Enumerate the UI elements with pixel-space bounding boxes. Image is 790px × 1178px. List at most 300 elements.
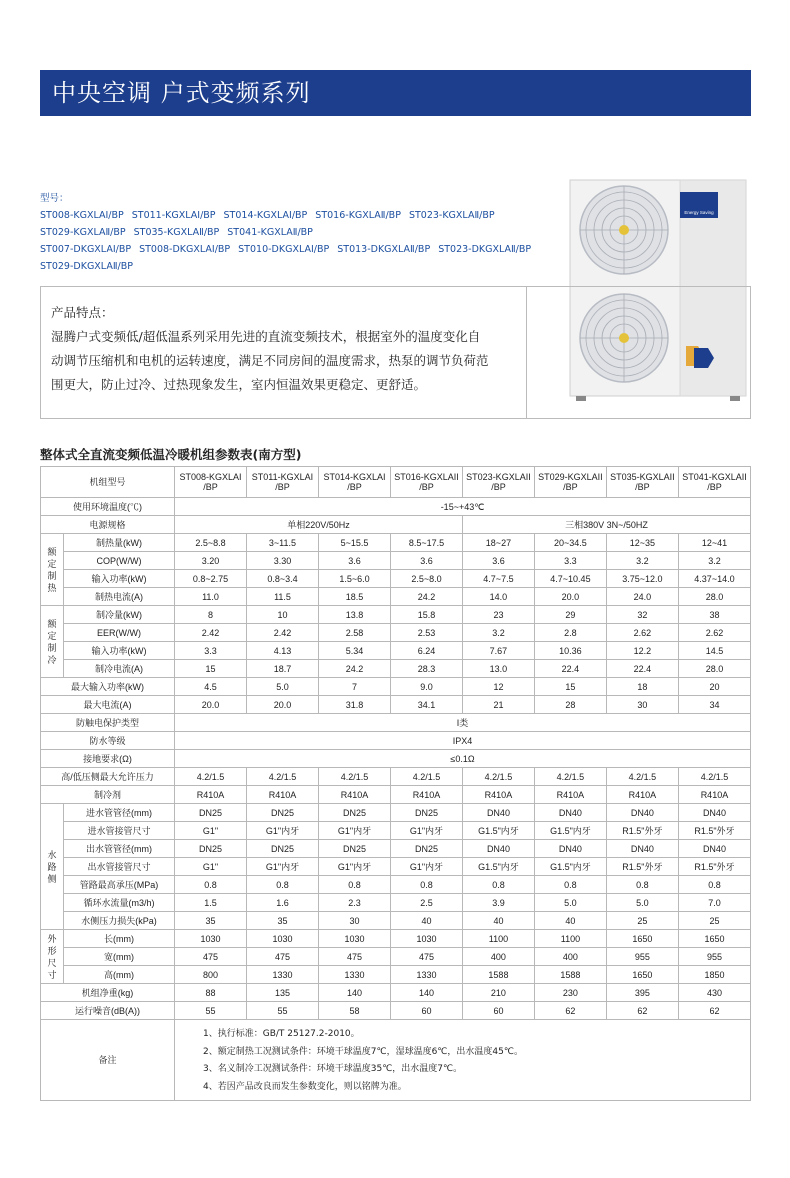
model-list — [40, 190, 560, 275]
value-cell: 4.2/1.5 — [534, 768, 606, 786]
table-row — [41, 467, 751, 498]
value-cell: 0.8 — [318, 876, 390, 894]
features-image-frame — [527, 286, 751, 419]
model-row — [40, 224, 560, 241]
value-cell: G1"内牙 — [318, 858, 390, 876]
value-cell: 1650 — [606, 930, 678, 948]
table-row — [41, 858, 751, 876]
value-cell: 1650 — [678, 930, 750, 948]
value-cell: 34 — [678, 696, 750, 714]
model-column-header — [678, 467, 750, 498]
group-label — [41, 534, 64, 606]
value-cell: 62 — [678, 1002, 750, 1020]
model-row — [40, 241, 560, 258]
value-cell: 23 — [462, 606, 534, 624]
value-cell: 14.5 — [678, 642, 750, 660]
value-cell: 24.0 — [606, 588, 678, 606]
value-cell: 210 — [462, 984, 534, 1002]
value-cell: 1100 — [534, 930, 606, 948]
product-features-box — [40, 286, 527, 419]
note-line: 1、执行标准：GB/T 25127.2-2010。 — [203, 1029, 360, 1039]
value-cell: 5~15.5 — [318, 534, 390, 552]
value-cell: 88 — [175, 984, 247, 1002]
model-code: ST041-KGXLAⅡ/BP — [227, 227, 313, 238]
value-cell: 475 — [175, 948, 247, 966]
row-label: 管路最高承压(MPa) — [64, 876, 175, 894]
row-label: 进水管管径(mm) — [64, 804, 175, 822]
row-label: 高(mm) — [64, 966, 175, 984]
row-label: 输入功率(kW) — [64, 642, 175, 660]
table-row — [41, 948, 751, 966]
value-cell: DN25 — [175, 840, 247, 858]
value-cell: 11.5 — [247, 588, 319, 606]
value-cell: 1588 — [462, 966, 534, 984]
table-row — [41, 732, 751, 750]
spec-table-title: 整体式全直流变频低温冷暖机组参数表(南方型) — [40, 447, 302, 462]
value-cell: DN25 — [247, 804, 319, 822]
model-code: ST014-KGXLAⅠ/BP — [223, 210, 308, 221]
value-cell: 20.0 — [534, 588, 606, 606]
model-column-label: ST023-KGXLAII /BP — [466, 472, 531, 492]
value-cell: R410A — [462, 786, 534, 804]
value-cell: 1.5 — [175, 894, 247, 912]
model-column-header — [606, 467, 678, 498]
page-title: 中央空调 户式变频系列 — [40, 70, 751, 116]
value-cell: 1030 — [175, 930, 247, 948]
value-cell: 4.2/1.5 — [318, 768, 390, 786]
model-code: ST013-DKGXLAⅡ/BP — [337, 244, 431, 255]
table-row — [41, 804, 751, 822]
value-cell: 55 — [175, 1002, 247, 1020]
value-cell: 1850 — [678, 966, 750, 984]
table-row — [41, 624, 751, 642]
spec-table — [40, 466, 751, 1101]
group-label-text: 水路侧 — [47, 849, 57, 884]
table-row — [41, 876, 751, 894]
value-cell: 40 — [462, 912, 534, 930]
row-label: 水侧压力损失(kPa) — [64, 912, 175, 930]
value-cell: DN40 — [606, 804, 678, 822]
model-code: ST010-DKGXLAⅠ/BP — [238, 244, 330, 255]
brand-label-text: Energy Saving — [684, 210, 714, 215]
value-cell: 1030 — [390, 930, 462, 948]
row-label: 机组净重(kg) — [41, 984, 175, 1002]
table-row — [41, 930, 751, 948]
table-row — [41, 894, 751, 912]
value-cell: G1.5"内牙 — [462, 858, 534, 876]
value-cell: 31.8 — [318, 696, 390, 714]
value-cell: DN40 — [678, 804, 750, 822]
value-cell: R410A — [175, 786, 247, 804]
value-cell: 2.62 — [606, 624, 678, 642]
value-cell: 6.24 — [390, 642, 462, 660]
value-cell: 28 — [534, 696, 606, 714]
model-column-label: ST029-KGXLAII /BP — [538, 472, 603, 492]
value-cell: 20~34.5 — [534, 534, 606, 552]
value-cell: 4.7~7.5 — [462, 570, 534, 588]
value-cell: 0.8 — [534, 876, 606, 894]
value-cell: 0.8 — [390, 876, 462, 894]
row-label: 制热量(kW) — [64, 534, 175, 552]
model-code: ST029-DKGXLAⅡ/BP — [40, 261, 133, 272]
value-cell: DN25 — [390, 804, 462, 822]
value-cell: 40 — [390, 912, 462, 930]
value-cell: 12.2 — [606, 642, 678, 660]
model-code: ST035-KGXLAⅡ/BP — [133, 227, 220, 238]
value-cell: 1.5~6.0 — [318, 570, 390, 588]
table-row — [41, 822, 751, 840]
table-row — [41, 912, 751, 930]
row-label: 制冷量(kW) — [64, 606, 175, 624]
value-cell: 2.42 — [247, 624, 319, 642]
value-cell: 475 — [318, 948, 390, 966]
table-row — [41, 642, 751, 660]
row-label: 电源规格 — [41, 516, 175, 534]
value-cell: 7.0 — [678, 894, 750, 912]
value-cell: 10.36 — [534, 642, 606, 660]
value-cell: 2.62 — [678, 624, 750, 642]
value-cell: G1"内牙 — [390, 822, 462, 840]
value-cell: 4.2/1.5 — [175, 768, 247, 786]
value-cell: 15 — [175, 660, 247, 678]
row-label: 出水管接管尺寸 — [64, 858, 175, 876]
value-cell: 4.2/1.5 — [462, 768, 534, 786]
value-cell: 0.8 — [678, 876, 750, 894]
value-cell: DN40 — [462, 804, 534, 822]
table-row — [41, 750, 751, 768]
value-cell: 3.6 — [390, 552, 462, 570]
value-cell: 4.13 — [247, 642, 319, 660]
row-label: 制冷剂 — [41, 786, 175, 804]
row-label: 高/低压侧最大允许压力 — [41, 768, 175, 786]
value-cell: 2.5~8.8 — [175, 534, 247, 552]
value-cell: R410A — [534, 786, 606, 804]
value-cell: 0.8 — [175, 876, 247, 894]
value-cell: R410A — [318, 786, 390, 804]
notes-label: 备注 — [41, 1020, 175, 1101]
value-cell: 4.2/1.5 — [247, 768, 319, 786]
value-cell: 0.8 — [462, 876, 534, 894]
value-cell: 28.0 — [678, 588, 750, 606]
value-cell: 3.2 — [606, 552, 678, 570]
note-line: 2、额定制热工况测试条件：环境干球温度7℃，湿球温度6℃，出水温度45℃。 — [203, 1046, 523, 1057]
value-cell: 7.67 — [462, 642, 534, 660]
value-cell: 12~35 — [606, 534, 678, 552]
value-cell: 12~41 — [678, 534, 750, 552]
value-cell: R1.5"外牙 — [606, 858, 678, 876]
value-cell: 3.2 — [678, 552, 750, 570]
table-row — [41, 552, 751, 570]
value-cell: 5.0 — [247, 678, 319, 696]
value-cell: 18~27 — [462, 534, 534, 552]
value-cell: 38 — [678, 606, 750, 624]
value-cell: R410A — [247, 786, 319, 804]
value-cell: 12 — [462, 678, 534, 696]
row-label: 出水管管径(mm) — [64, 840, 175, 858]
row-label: 循环水流量(m3/h) — [64, 894, 175, 912]
value-cell: 3.6 — [462, 552, 534, 570]
value-cell: DN40 — [678, 840, 750, 858]
value-cell: 14.0 — [462, 588, 534, 606]
table-row — [41, 840, 751, 858]
value-cell: 475 — [390, 948, 462, 966]
model-column-label: ST008-KGXLAI /BP — [179, 472, 242, 492]
value-cell: 13.0 — [462, 660, 534, 678]
value-cell: 955 — [678, 948, 750, 966]
value-cell: 22.4 — [534, 660, 606, 678]
value-cell: G1"内牙 — [247, 858, 319, 876]
value-cell: 2.5~8.0 — [390, 570, 462, 588]
row-label: 接地要求(Ω) — [41, 750, 175, 768]
value-cell: 25 — [606, 912, 678, 930]
value-cell: 1.6 — [247, 894, 319, 912]
value-cell: 1030 — [247, 930, 319, 948]
note-line: 4、若因产品改良而发生参数变化，则以铭牌为准。 — [203, 1081, 407, 1092]
value-cell: 4.2/1.5 — [606, 768, 678, 786]
merged-value: I类 — [175, 714, 751, 732]
model-column-header — [390, 467, 462, 498]
row-label: 最大电流(A) — [41, 696, 175, 714]
value-cell: 230 — [534, 984, 606, 1002]
value-cell: R410A — [606, 786, 678, 804]
row-label: 进水管接管尺寸 — [64, 822, 175, 840]
value-cell: 2.53 — [390, 624, 462, 642]
group-label — [41, 930, 64, 984]
model-column-label: ST011-KGXLAI /BP — [251, 472, 314, 492]
model-column-header — [534, 467, 606, 498]
row-label: 宽(mm) — [64, 948, 175, 966]
table-row — [41, 588, 751, 606]
value-cell: 55 — [247, 1002, 319, 1020]
value-cell: 2.8 — [534, 624, 606, 642]
group-label — [41, 606, 64, 678]
value-cell: 0.8~2.75 — [175, 570, 247, 588]
features-line: 湿腾户式变频低/超低温系列采用先进的直流变频技术，根据室外的温度变化自 — [51, 329, 481, 344]
model-column-header — [175, 467, 247, 498]
table-row — [41, 1020, 751, 1101]
value-cell: DN40 — [462, 840, 534, 858]
value-cell: 20.0 — [247, 696, 319, 714]
model-column-label: ST035-KGXLAII /BP — [610, 472, 675, 492]
model-code: ST023-KGXLAⅡ/BP — [408, 210, 495, 221]
row-label: 制冷电流(A) — [64, 660, 175, 678]
model-column-header — [462, 467, 534, 498]
model-column-header — [247, 467, 319, 498]
value-cell: 30 — [606, 696, 678, 714]
value-cell: 1588 — [534, 966, 606, 984]
value-cell: 1330 — [247, 966, 319, 984]
value-cell: G1" — [175, 858, 247, 876]
model-row — [40, 207, 560, 224]
merged-value: IPX4 — [175, 732, 751, 750]
value-cell: 955 — [606, 948, 678, 966]
features-title: 产品特点： — [51, 305, 114, 320]
value-cell: 30 — [318, 912, 390, 930]
value-cell: 11.0 — [175, 588, 247, 606]
value-cell: 0.8~3.4 — [247, 570, 319, 588]
row-label: 防水等级 — [41, 732, 175, 750]
value-cell: R410A — [678, 786, 750, 804]
value-cell: 28.3 — [390, 660, 462, 678]
group-label-text: 额定制热 — [47, 546, 57, 593]
value-cell: 10 — [247, 606, 319, 624]
merged-value: ≤0.1Ω — [175, 750, 751, 768]
value-cell: 3.75~12.0 — [606, 570, 678, 588]
value-cell: G1"内牙 — [390, 858, 462, 876]
upper-fan-icon — [580, 186, 668, 274]
notes-cell — [175, 1020, 751, 1101]
value-cell: 3.3 — [175, 642, 247, 660]
row-label: COP(W/W) — [64, 552, 175, 570]
value-cell: 140 — [318, 984, 390, 1002]
value-cell: DN25 — [390, 840, 462, 858]
value-cell: 2.3 — [318, 894, 390, 912]
value-cell: 1330 — [390, 966, 462, 984]
value-cell: 18 — [606, 678, 678, 696]
value-cell: 475 — [247, 948, 319, 966]
value-cell: 18.5 — [318, 588, 390, 606]
value-cell: 8.5~17.5 — [390, 534, 462, 552]
table-row — [41, 768, 751, 786]
model-code: ST008-KGXLAⅠ/BP — [40, 210, 124, 221]
value-cell: 395 — [606, 984, 678, 1002]
value-cell: 34.1 — [390, 696, 462, 714]
value-cell: 4.2/1.5 — [390, 768, 462, 786]
value-cell: 40 — [534, 912, 606, 930]
model-list-label: 型号： — [40, 193, 69, 204]
value-cell: 3.9 — [462, 894, 534, 912]
value-cell: 430 — [678, 984, 750, 1002]
value-cell: 5.0 — [534, 894, 606, 912]
value-cell: 35 — [175, 912, 247, 930]
model-code: ST023-DKGXLAⅡ/BP — [438, 244, 532, 255]
value-cell: G1"内牙 — [318, 822, 390, 840]
model-code: ST008-DKGXLAⅠ/BP — [139, 244, 231, 255]
value-cell: R410A — [390, 786, 462, 804]
merged-value: 单相220V/50Hz — [175, 516, 463, 534]
value-cell: 18.7 — [247, 660, 319, 678]
value-cell: 9.0 — [390, 678, 462, 696]
value-cell: 0.8 — [247, 876, 319, 894]
table-row — [41, 786, 751, 804]
value-cell: R1.5"外牙 — [606, 822, 678, 840]
value-cell: 29 — [534, 606, 606, 624]
merged-value: -15~+43℃ — [175, 498, 751, 516]
value-cell: 28.0 — [678, 660, 750, 678]
value-cell: G1.5"内牙 — [534, 858, 606, 876]
value-cell: 62 — [534, 1002, 606, 1020]
value-cell: 8 — [175, 606, 247, 624]
table-row — [41, 660, 751, 678]
value-cell: 20.0 — [175, 696, 247, 714]
row-label: 制热电流(A) — [64, 588, 175, 606]
value-cell: 13.8 — [318, 606, 390, 624]
group-label-text: 额定制冷 — [47, 618, 57, 665]
value-cell: 0.8 — [606, 876, 678, 894]
value-cell: DN25 — [318, 840, 390, 858]
value-cell: 4.7~10.45 — [534, 570, 606, 588]
model-code: ST011-KGXLAⅠ/BP — [131, 210, 216, 221]
note-line: 3、名义制冷工况测试条件：环境干球温度35℃，出水温度7℃。 — [203, 1064, 463, 1074]
value-cell: 35 — [247, 912, 319, 930]
value-cell: 24.2 — [318, 660, 390, 678]
merged-value: 三相380V 3N~/50HZ — [462, 516, 750, 534]
table-row — [41, 606, 751, 624]
group-label — [41, 804, 64, 930]
value-cell: 4.2/1.5 — [678, 768, 750, 786]
value-cell: 800 — [175, 966, 247, 984]
value-cell: 24.2 — [390, 588, 462, 606]
value-cell: R1.5"外牙 — [678, 858, 750, 876]
value-cell: 140 — [390, 984, 462, 1002]
value-cell: 3.2 — [462, 624, 534, 642]
model-code: ST029-KGXLAⅡ/BP — [40, 227, 126, 238]
features-line: 围更大，防止过冷、过热现象发生，室内恒温效果更稳定、更舒适。 — [51, 377, 427, 392]
value-cell: 5.0 — [606, 894, 678, 912]
row-label: 输入功率(kW) — [64, 570, 175, 588]
table-row — [41, 1002, 751, 1020]
table-row — [41, 534, 751, 552]
value-cell: 400 — [462, 948, 534, 966]
value-cell: 62 — [606, 1002, 678, 1020]
value-cell: G1" — [175, 822, 247, 840]
row-label: EER(W/W) — [64, 624, 175, 642]
value-cell: 400 — [534, 948, 606, 966]
table-row — [41, 678, 751, 696]
row-label: 长(mm) — [64, 930, 175, 948]
value-cell: 58 — [318, 1002, 390, 1020]
value-cell: R1.5"外牙 — [678, 822, 750, 840]
model-column-label: ST041-KGXLAII /BP — [682, 472, 747, 492]
value-cell: 15 — [534, 678, 606, 696]
row-label: 运行噪音(dB(A)) — [41, 1002, 175, 1020]
value-cell: 1100 — [462, 930, 534, 948]
row-label: 最大输入功率(kW) — [41, 678, 175, 696]
value-cell: 60 — [462, 1002, 534, 1020]
row-label: 防触电保护类型 — [41, 714, 175, 732]
model-header-cell: 机组型号 — [41, 467, 175, 498]
model-column-label: ST016-KGXLAII /BP — [394, 472, 459, 492]
table-row — [41, 498, 751, 516]
value-cell: 4.5 — [175, 678, 247, 696]
table-row — [41, 984, 751, 1002]
value-cell: 3.6 — [318, 552, 390, 570]
value-cell: 25 — [678, 912, 750, 930]
value-cell: DN40 — [534, 804, 606, 822]
value-cell: G1.5"内牙 — [462, 822, 534, 840]
value-cell: 1650 — [606, 966, 678, 984]
value-cell: 1030 — [318, 930, 390, 948]
model-code: ST016-KGXLAⅡ/BP — [315, 210, 401, 221]
value-cell: 32 — [606, 606, 678, 624]
value-cell: 3.30 — [247, 552, 319, 570]
value-cell: G1"内牙 — [247, 822, 319, 840]
value-cell: 2.58 — [318, 624, 390, 642]
value-cell: DN40 — [534, 840, 606, 858]
group-label-text: 外形尺寸 — [47, 933, 57, 980]
table-row — [41, 714, 751, 732]
features-line: 动调节压缩机和电机的运转速度，满足不同房间的温度需求，热泵的调节负荷范 — [51, 353, 489, 368]
value-cell: 21 — [462, 696, 534, 714]
model-column-header — [318, 467, 390, 498]
value-cell: 22.4 — [606, 660, 678, 678]
value-cell: 2.42 — [175, 624, 247, 642]
value-cell: DN25 — [247, 840, 319, 858]
value-cell: 1330 — [318, 966, 390, 984]
value-cell: 3.20 — [175, 552, 247, 570]
value-cell: 20 — [678, 678, 750, 696]
value-cell: 4.37~14.0 — [678, 570, 750, 588]
